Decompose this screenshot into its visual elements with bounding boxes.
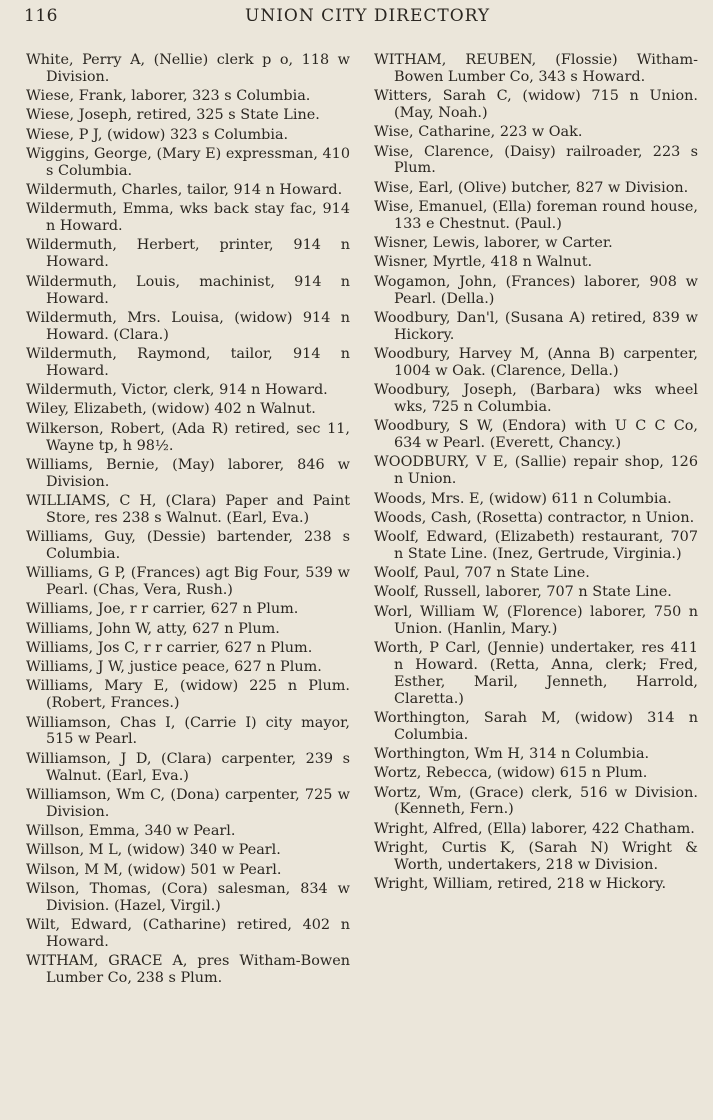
directory-entry: Woods, Cash, (Rosetta) contractor, n Union.	[374, 509, 695, 526]
directory-entry: Wisner, Lewis, laborer, w Carter.	[374, 235, 613, 252]
directory-entry: Wogamon, John, (Frances) laborer, 908 w Pearl. (Della.)	[374, 273, 698, 307]
directory-entry: Wilson, Thomas, (Cora) salesman, 834 w Division. (Hazel, Virgil.)	[26, 880, 350, 914]
left-column	[26, 52, 350, 989]
directory-entry: WITHAM, GRACE A, pres Witham-Bowen Lumber Co, 238 s Plum.	[26, 953, 350, 986]
right-column	[374, 52, 698, 895]
directory-entry: Wiley, Elizabeth, (widow) 402 n Walnut.	[26, 401, 316, 418]
directory-entry: Wise, Emanuel, (Ella) foreman round house, 133 e Chestnut. (Paul.)	[374, 198, 698, 232]
directory-entry: Williamson, Chas I, (Carrie I) city mayor, 515 w Pearl.	[26, 714, 350, 748]
directory-entry: Woolf, Edward, (Elizabeth) restaurant, 707 n State Line. (Inez, Gertrude, Virginia.)	[374, 529, 698, 562]
directory-entry: Williams, Guy, (Dessie) bartender, 238 s Columbia.	[26, 529, 350, 562]
page-number: 116	[24, 6, 58, 26]
directory-entry: WOODBURY, V E, (Sallie) repair shop, 126 n Union.	[374, 454, 698, 488]
directory-entry: Williams, Bernie, (May) laborer, 846 w Division.	[26, 456, 350, 490]
directory-entry: Wildermuth, Louis, machinist, 914 n Howard.	[26, 273, 350, 307]
page-header	[0, 0, 713, 40]
directory-entry: Woolf, Paul, 707 n State Line.	[374, 565, 590, 582]
directory-entry: Wortz, Wm, (Grace) clerk, 516 w Division. (Kenneth, Fern.)	[374, 784, 698, 818]
directory-entry: Williams, John W, atty, 627 n Plum.	[26, 620, 280, 637]
directory-entry: Witters, Sarah C, (widow) 715 n Union. (May, Noah.)	[374, 88, 698, 122]
directory-entry: Wilt, Edward, (Catharine) retired, 402 n Howard.	[26, 916, 350, 950]
directory-entry: Williams, J W, justice peace, 627 n Plum.	[26, 659, 322, 676]
directory-entry: Woodbury, Harvey M, (Anna B) carpenter, 1004 w Oak. (Clarence, Della.)	[374, 345, 698, 379]
directory-entry: Wiese, Frank, laborer, 323 s Columbia.	[26, 88, 311, 105]
directory-entry: White, Perry A, (Nellie) clerk p o, 118 w Division.	[26, 52, 350, 85]
directory-entry: Wildermuth, Herbert, printer, 914 n Howard.	[26, 237, 350, 271]
directory-entry: Woodbury, Joseph, (Barbara) wks wheel wks, 725 n Columbia.	[374, 382, 698, 415]
directory-entry: Wilson, M M, (widow) 501 w Pearl.	[26, 861, 282, 878]
directory-entry: Williams, Jos C, r r carrier, 627 n Plum.	[26, 639, 313, 656]
directory-entry: Williams, Joe, r r carrier, 627 n Plum.	[26, 601, 299, 618]
directory-entry: Wilkerson, Robert, (Ada R) retired, sec 11, Wayne tp, h 98½.	[26, 420, 350, 454]
directory-entry: Wildermuth, Mrs. Louisa, (widow) 914 n Howard. (Clara.)	[26, 309, 350, 343]
directory-entry: Wildermuth, Emma, wks back stay fac, 914 n Howard.	[26, 201, 350, 235]
directory-entry: Worth, P Carl, (Jennie) undertaker, res 411 n Howard. (Retta, Anna, clerk; Fred, Esther, Maril, Jenneth, Harrold, Claretta.)	[374, 639, 698, 707]
directory-entry: Williams, G P, (Frances) agt Big Four, 539 w Pearl. (Chas, Vera, Rush.)	[26, 565, 350, 599]
directory-entry: Woolf, Russell, laborer, 707 n State Line.	[374, 584, 672, 601]
directory-entry: Wright, Alfred, (Ella) laborer, 422 Chatham.	[374, 820, 695, 837]
directory-entry: WILLIAMS, C H, (Clara) Paper and Paint Store, res 238 s Walnut. (Earl, Eva.)	[26, 492, 350, 526]
directory-entry: Wildermuth, Raymond, tailor, 914 n Howard.	[26, 345, 350, 379]
running-title: UNION CITY DIRECTORY	[245, 6, 491, 26]
directory-entry: WITHAM, REUBEN, (Flossie) Witham-Bowen Lumber Co, 343 s Howard.	[374, 52, 698, 85]
directory-entry: Worthington, Wm H, 314 n Columbia.	[374, 746, 650, 762]
directory-entry: Williamson, J D, (Clara) carpenter, 239 s Walnut. (Earl, Eva.)	[26, 750, 350, 784]
directory-entry: Woods, Mrs. E, (widow) 611 n Columbia.	[374, 490, 672, 507]
directory-entry: Wise, Earl, (Olive) butcher, 827 w Division.	[374, 179, 689, 196]
directory-entry: Woodbury, S W, (Endora) with U C C Co, 634 w Pearl. (Everett, Chancy.)	[374, 418, 698, 452]
directory-entry: Worl, William W, (Florence) laborer, 750 n Union. (Hanlin, Mary.)	[374, 603, 698, 637]
directory-entry: Worthington, Sarah M, (widow) 314 n Columbia.	[374, 709, 698, 743]
directory-entry: Williams, Mary E, (widow) 225 n Plum. (Robert, Frances.)	[26, 678, 350, 712]
directory-entry: Wise, Clarence, (Daisy) railroader, 223 s Plum.	[374, 143, 698, 177]
directory-entry: Willson, Emma, 340 w Pearl.	[26, 823, 236, 839]
directory-entry: Wise, Catharine, 223 w Oak.	[374, 124, 583, 141]
directory-entry: Wortz, Rebecca, (widow) 615 n Plum.	[374, 765, 648, 782]
directory-entry: Wisner, Myrtle, 418 n Walnut.	[374, 254, 593, 271]
directory-entry: Willson, M L, (widow) 340 w Pearl.	[26, 842, 281, 859]
directory-entry: Wiese, Joseph, retired, 325 s State Line.	[26, 107, 320, 124]
directory-entry: Wiggins, George, (Mary E) expressman, 410 s Columbia.	[26, 145, 350, 179]
directory-entry: Williamson, Wm C, (Dona) carpenter, 725 w Division.	[26, 786, 350, 820]
directory-entry: Wright, Curtis K, (Sarah N) Wright & Worth, undertakers, 218 w Division.	[374, 839, 698, 873]
directory-entry: Wildermuth, Victor, clerk, 914 n Howard.	[26, 382, 328, 399]
directory-entry: Wright, William, retired, 218 w Hickory.	[374, 876, 667, 893]
directory-entry: Wiese, P J, (widow) 323 s Columbia.	[26, 126, 289, 143]
directory-entry: Woodbury, Dan'l, (Susana A) retired, 839 w Hickory.	[374, 309, 698, 343]
directory-entry: Wildermuth, Charles, tailor, 914 n Howard.	[26, 182, 343, 199]
